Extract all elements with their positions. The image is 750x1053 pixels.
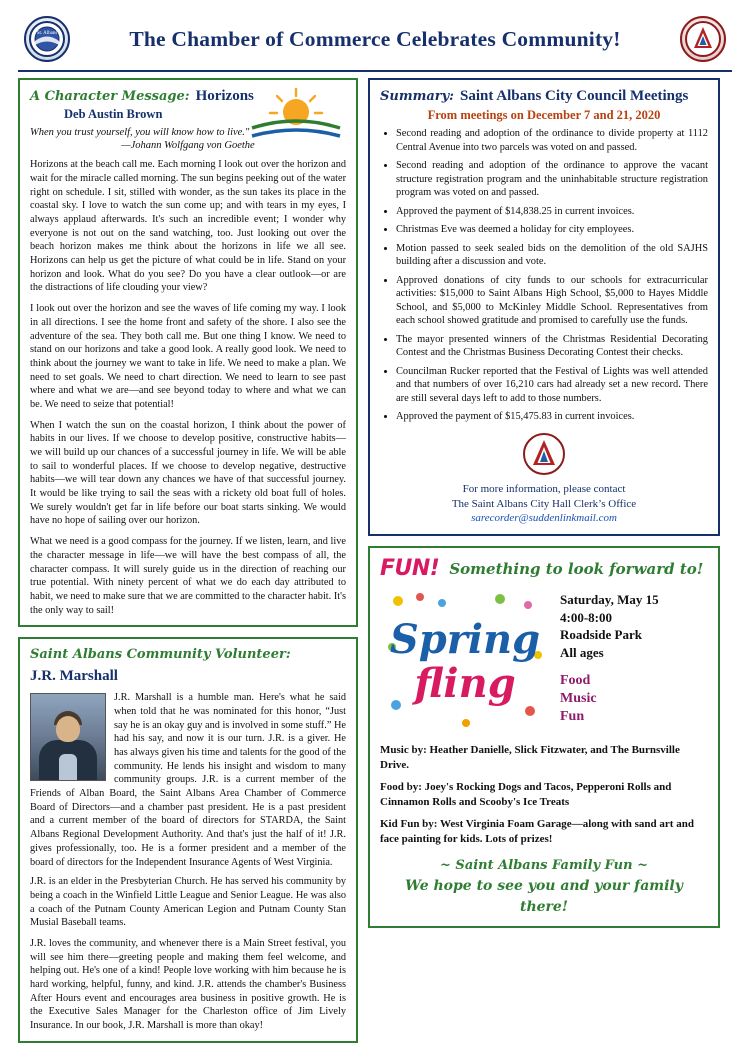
event-time: 4:00-8:00 <box>560 609 612 625</box>
event-footer <box>380 856 708 918</box>
city-of-saint-albans-seal <box>24 16 70 62</box>
character-paragraph: When I watch the sun on the coastal horizon, I think about the power of habits in our lives. If we choose to develop positive, constructive habits—we will build up our chances of a successful journey in life. We will be able to sail to wonderful places. If we choose to develop negative, destructive habits—we will tear down any chances we have of that successful journey. It would be like trying to sail the seas with a rickety old boat full of holes. We surely wouldn't get far in life before our boat starts sinking. We would have no hope of sailing over our horizon. <box>30 419 346 527</box>
list-item: • Approved the payment of $15,475.83 in current invoices. <box>396 410 708 424</box>
contact-email[interactable]: sarecorder@suddenlinkmail.com <box>471 512 617 525</box>
list-item: • Second reading and adoption of the ordinance to approve the vacant structure registration program and the uninhabitable structure registration program was voted on and passed. <box>396 159 708 200</box>
volunteer-photo <box>30 693 106 781</box>
svg-text:fling: fling <box>414 660 516 708</box>
event-food-details: Food by: Joey's Rocking Dogs and Tacos, Pepperoni Rolls and Cinnamon Rolls and Scooby's Ice Treats <box>380 781 672 808</box>
list-item: • Councilman Rucker reported that the Festival of Lights was well attended and that numbers of over 16,210 cars had already set a new record. There are still several days left to add to those numbers. <box>396 365 708 406</box>
city-logo-footer <box>380 432 708 476</box>
summary-subtitle: From meetings on December 7 and 21, 2020 <box>427 108 661 122</box>
list-item: • Christmas Eve was deemed a holiday for city employees. <box>396 223 708 237</box>
svg-text:Spring: Spring <box>389 616 541 664</box>
right-column <box>368 78 720 938</box>
spring-fling-graphic <box>380 585 550 735</box>
footer-line-1: ~ Saint Albans Family Fun ~ <box>440 858 648 874</box>
volunteer-kicker: Saint Albans Community Volunteer: <box>30 647 291 663</box>
list-item: • Motion passed to seek sealed bids on the demolition of the old SAJHS building after a discussion and vote. <box>396 242 708 269</box>
chamber-of-commerce-logo <box>680 16 726 62</box>
list-item: • The mayor presented winners of the Christmas Residential Decorating Contest and the Christmas Business Decorating Contest their checks. <box>396 333 708 360</box>
list-item: • Approved donations of city funds to our schools for extracurricular activities: $15,000 to Saint Albans High School, $5,000 to Hayes Middle School, and $5,000 to McKinley Middle School. Representatives from each school showed gratitude and promised to carefully use the funds. <box>396 274 708 328</box>
event-details-when <box>560 585 708 735</box>
sunrise-icon <box>248 86 344 142</box>
council-summary-box <box>368 78 720 536</box>
summary-kicker: Summary: <box>380 89 454 104</box>
svg-text:St. Albans: St. Albans <box>36 31 58 36</box>
fun-heading <box>380 556 708 581</box>
volunteer-paragraph: J.R. is an elder in the Presbyterian Church. He has served his community by being a coach in the Winfield Little League and Senior League. He was also a coach of the Putnam County American Legion and Putnam County Stan Musial Baseball teams. <box>30 876 346 929</box>
volunteer-name: J.R. Marshall <box>30 668 118 685</box>
event-music-details: Music by: Heather Danielle, Slick Fitzwater, and The Burnsville Drive. <box>380 744 680 771</box>
character-message-kicker: A Character Message: <box>30 89 190 104</box>
volunteer-heading <box>30 647 346 685</box>
event-kid-fun-details: Kid Fun by: West Virginia Foam Garage—along with sand art and face painting for kids. Lots of prizes! <box>380 818 694 845</box>
footer-line-2: We hope to see you and your family there! <box>405 877 683 915</box>
summary-title: Saint Albans City Council Meetings <box>459 88 689 104</box>
event-location: Roadside Park <box>560 627 642 643</box>
content-columns <box>18 78 732 1053</box>
summary-heading <box>380 88 708 105</box>
page-title: The Chamber of Commerce Celebrates Community! <box>129 26 621 51</box>
summary-contact <box>380 482 708 527</box>
fun-badge: FUN! <box>380 556 440 582</box>
fun-tagline: Something to look forward to! <box>449 559 704 578</box>
volunteer-paragraph: J.R. Marshall is a humble man. Here's what he said when told that he was nominated for this honor, “Just say he is an okay guy and is involved in some stuff.” He had his say, and now it is our turn. J.R. is a giver. He has always given his time and talents for the good of the community. He lends his insight and wisdom to many community groups. J.R. is a current member of the Friends of Alban Board, the Saint Albans Area Chamber of Commerce Board of Directors—and a chamber past president. He is a past president and a current member of the board of directors for STARDA, the Saint Albans Regional Development Authority. And that's just the half of it! J.R. gives professionally, too. He is a former president and a member of the board of directors for the Independent Insurance Agents of West Virginia. <box>30 692 346 868</box>
contact-line-2: The Saint Albans City Hall Clerk’s Office <box>451 497 637 510</box>
character-message-box <box>18 78 358 627</box>
character-paragraph: I look out over the horizon and see the waves of life coming my way. I look in all directions. I see the home front and safety of the shore. I also see the adventure of the sea. They both call me. But one thing I know. We need to stand on our horizons and take a good look. A really good look. We need to think about the journey we want to take in life. We need to make a plan. We need to set goals. We need to chart direction. We need to learn to see past where and what we are—and see beyond today to where and what we can be. We need to seize that potential! <box>30 303 346 410</box>
character-paragraph: Horizons at the beach call me. Each morning I look out over the horizon and wait for the miracle called morning. The sun begins peeking out of the water right on schedule. I sit, stilled with wonder, as the sun takes its place in the coastal sky. I love to watch the sun come up; and with tears in my eyes, I always applaud afterwards. It's such an incredible event; I wonder why everyone is not out on the sand watching, too. Just looking out over the beach horizon makes me think about the horizons in life we all see. Horizons can help us get the picture of what could be in life. Stand on your horizon and look. What do you see? Do you have a clear outlook—or are the distractions of life clouding your view? <box>30 159 346 294</box>
character-message-title: Horizons <box>195 88 254 104</box>
list-item: • Second reading and adoption of the ordinance to divide property at 1112 Central Avenue into two parcels was voted on and passed. <box>396 127 708 154</box>
volunteer-paragraph: J.R. loves the community, and whenever there is a Main Street festival, you will see him there—greeting people and making them feel welcome, and helping out. He's one of a kind! People love working with him because he is hard working, helpful, funny, and kind. J.R. attends the chamber's Business After Hours event and encourages area business in positive growth. He is the Executive Sales Manager for the Charleston office of Jim Lively Insurance. In our book, J.R. Marshall is more than okay! <box>30 937 346 1032</box>
quote-attribution: —Johann Wolfgang von Goethe <box>121 140 255 152</box>
left-column <box>18 78 358 1053</box>
character-paragraph: What we need is a good compass for the journey. If we listen, learn, and live the character message in life—we will have the best compass of all, the character compass. It will surely guide us in the direction of reaching our true potential. With ninety percent of what we do each day attributed to habit, we need to make sure that we are committed to the character habit. It's the only way to sail! <box>30 536 346 616</box>
masthead <box>18 14 732 72</box>
community-volunteer-box <box>18 637 358 1043</box>
fun-main <box>380 585 708 735</box>
character-message-byline: Deb Austin Brown <box>64 107 163 121</box>
event-audience: All ages <box>560 644 604 660</box>
event-date: Saturday, May 15 <box>560 592 659 608</box>
highlight-food: Food <box>560 672 591 688</box>
quote-text: When you trust yourself, you will know how to live." <box>30 127 250 138</box>
fun-event-box <box>368 546 720 928</box>
contact-line-1: For more information, please contact <box>462 482 626 495</box>
highlight-music: Music <box>560 690 597 706</box>
event-highlights <box>560 672 708 727</box>
list-item: • Approved the payment of $14,838.25 in current invoices. <box>396 205 708 219</box>
summary-bullet-list <box>380 127 708 424</box>
highlight-fun: Fun <box>560 708 585 724</box>
